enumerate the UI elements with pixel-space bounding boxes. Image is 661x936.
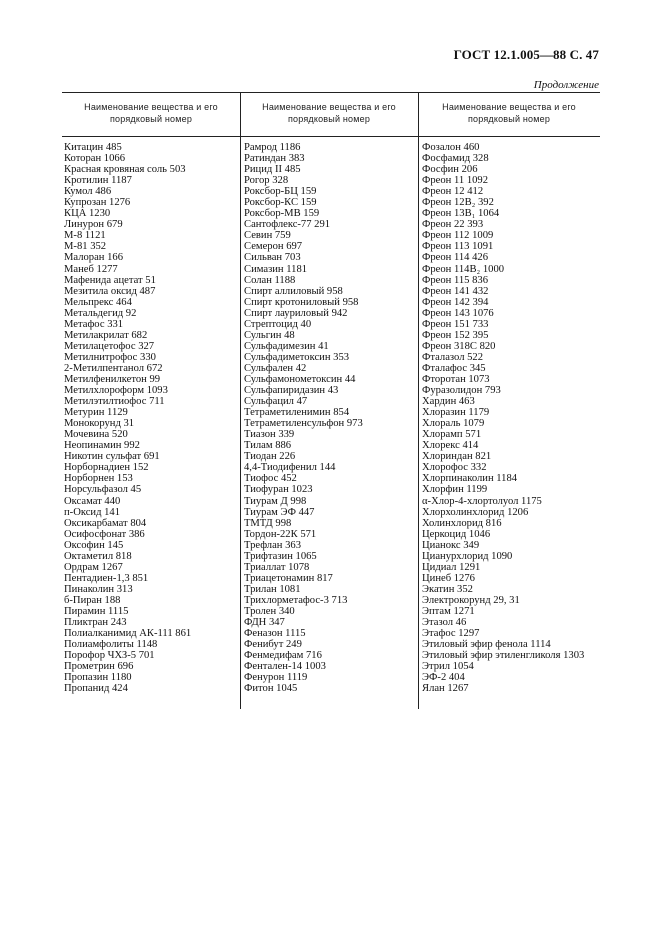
list-item: Триаллат 1078: [244, 561, 310, 573]
list-item: Рогор 328: [244, 175, 289, 187]
list-item: Метальдегид 92: [64, 307, 137, 319]
list-item: Которан 1066: [64, 153, 125, 165]
list-item: Метафос 331: [64, 318, 124, 330]
list-item: Ордрам 1267: [64, 561, 123, 573]
list-item: Мезитила оксид 487: [64, 285, 156, 297]
list-item: Кротилин 1187: [64, 175, 132, 187]
list-item: М-8 1121: [64, 230, 106, 242]
column-header: Наименование вещества и его порядковый номер: [442, 102, 576, 124]
list-item: Церкоцид 1046: [422, 528, 491, 540]
list-item: Никотин сульфат 691: [64, 451, 160, 463]
list-item: Фреон 142 394: [422, 296, 489, 308]
list-item: Порофор ЧХЗ-5 701: [64, 650, 155, 662]
list-item: Тиурам Д 998: [244, 495, 307, 507]
list-item: Фталафос 345: [422, 362, 486, 374]
list-item: КЦА 1230: [64, 208, 111, 220]
column-entries: [64, 142, 238, 694]
list-item: Хлорфин 1199: [422, 484, 488, 496]
list-item: Фреон 114В₂ 1000: [422, 263, 505, 275]
list-item: Фосфин 206: [422, 164, 478, 176]
list-item: Роксбор-КС 159: [244, 197, 317, 209]
list-item: Фитон 1045: [244, 683, 298, 695]
list-item: Фосфамид 328: [422, 153, 489, 165]
list-item: Мочевина 520: [64, 429, 128, 441]
list-item: Фреон 115 836: [422, 274, 489, 286]
list-item: Норсульфазол 45: [64, 484, 142, 496]
list-item: Рамрод 1186: [244, 142, 301, 153]
list-item: Симазин 1181: [244, 263, 308, 275]
list-item: Тиофуран 1023: [244, 484, 313, 496]
list-item: Осифосфонат 386: [64, 528, 145, 540]
list-item: Пинаколин 313: [64, 583, 133, 595]
list-item: α-Хлор-4-хлортолуол 1175: [422, 495, 542, 507]
list-item: Тиазон 339: [244, 429, 295, 441]
list-item: Трефлан 363: [244, 539, 301, 551]
list-item: Цинеб 1276: [422, 572, 475, 584]
list-item: Метилэтилтиофос 711: [64, 396, 165, 408]
list-item: Тилам 886: [244, 440, 292, 452]
column-entries: [422, 142, 600, 694]
list-item: Сильван 703: [244, 252, 301, 264]
list-item: Тетраметиленимин 854: [244, 407, 350, 419]
list-item: Октаметил 818: [64, 550, 132, 562]
list-item: Хлоразин 1179: [422, 407, 490, 419]
list-item: Тордон-22К 571: [244, 528, 317, 540]
list-item: Ратиндан 383: [244, 153, 305, 165]
list-item: Фреон 12 412: [422, 186, 484, 198]
list-item: Мельпрекс 464: [64, 296, 132, 308]
list-item: Фреон 143 1076: [422, 307, 494, 319]
list-item: Линурон 679: [64, 219, 123, 231]
list-item: Рицид II 485: [244, 164, 301, 176]
list-item: Фреон 152 395: [422, 329, 489, 341]
list-item: Тиодан 226: [244, 451, 296, 463]
list-item: Малоран 166: [64, 252, 124, 264]
list-item: Цианурхлорид 1090: [422, 550, 513, 562]
list-item: Пликтран 243: [64, 617, 127, 629]
list-item: Этиловый эфир фенола 1114: [422, 639, 551, 651]
list-item: Мафенида ацетат 51: [64, 274, 156, 286]
list-item: Фторотан 1073: [422, 373, 490, 385]
list-item: Семерон 697: [244, 241, 303, 253]
list-item: ФДН 347: [244, 617, 285, 629]
list-item: Фенмедифам 716: [244, 650, 322, 662]
list-item: Роксбор-МВ 159: [244, 208, 320, 220]
list-item: Тиофос 452: [244, 473, 297, 485]
column-header: Наименование вещества и его порядковый номер: [84, 102, 218, 124]
list-item: Спирт кротониловый 958: [244, 296, 359, 308]
list-item: Фенибут 249: [244, 639, 302, 651]
list-item: Кумол 486: [64, 186, 112, 198]
list-item: Хлораль 1079: [422, 418, 485, 430]
list-item: Фреон 112 1009: [422, 230, 494, 242]
list-item: Пропанид 424: [64, 683, 128, 695]
list-item: Трифтазин 1065: [244, 550, 317, 562]
list-item: Тролен 340: [244, 605, 295, 617]
list-item: Оксикарбамат 804: [64, 517, 147, 529]
list-item: Прометрин 696: [64, 661, 134, 673]
list-item: Полиамфолиты 1148: [64, 639, 158, 651]
substance-index-table: [62, 92, 600, 709]
list-item: Электрокорунд 29, 31: [422, 594, 520, 606]
list-item: Фреон 113 1091: [422, 241, 494, 253]
list-item: Триацетонамин 817: [244, 572, 333, 584]
list-item: Норборнен 153: [64, 473, 133, 485]
list-item: Фреон 141 432: [422, 285, 489, 297]
list-item: Холинхлорид 816: [422, 517, 502, 529]
list-item: Стрептоцид 40: [244, 318, 312, 330]
list-item: Фреон 151 733: [422, 318, 489, 330]
list-item: Неопинамин 992: [64, 440, 140, 452]
list-item: ЭФ-2 404: [422, 672, 465, 684]
list-item: Метилакрилат 682: [64, 329, 148, 341]
list-item: Метурин 1129: [64, 407, 128, 419]
list-item: п-Оксид 141: [64, 506, 121, 518]
list-item: Этиловый эфир этиленгликоля 1303: [422, 650, 585, 662]
list-item: Фреон 22 393: [422, 219, 484, 231]
list-item: Полиалканимид АК-111 861: [64, 628, 192, 640]
column-entries: [244, 142, 416, 694]
list-item: Цидиал 1291: [422, 561, 481, 573]
list-item: Тетраметиленсульфон 973: [244, 418, 363, 430]
table-header-rule: [62, 136, 600, 137]
list-item: Фреон 318С 820: [422, 340, 496, 352]
column-divider: [240, 92, 241, 709]
list-item: Фентален-14 1003: [244, 661, 326, 673]
page-header: ГОСТ 12.1.005—88 С. 47: [453, 47, 599, 62]
list-item: Пропазин 1180: [64, 672, 132, 684]
list-item: Фуразолидон 793: [422, 385, 501, 397]
list-item: ТМТД 998: [244, 517, 292, 529]
list-item: Сульфален 42: [244, 362, 307, 374]
list-item: Феназон 1115: [244, 628, 306, 640]
list-item: 4,4-Тиодифенил 144: [244, 462, 336, 474]
column-header: Наименование вещества и его порядковый номер: [262, 102, 396, 124]
list-item: Фреон 13В₁ 1064: [422, 208, 500, 220]
list-item: Хардин 463: [422, 396, 475, 408]
list-item: Метилацетофос 327: [64, 340, 155, 352]
list-item: Цианокс 349: [422, 539, 480, 551]
list-item: Спирт аллиловый 958: [244, 285, 343, 297]
list-item: Манеб 1277: [64, 263, 118, 275]
list-item: Экатин 352: [422, 583, 473, 595]
list-item: Фреон 11 1092: [422, 175, 489, 187]
list-item: Этазол 46: [422, 617, 467, 629]
list-item: Купрозан 1276: [64, 197, 131, 209]
list-item: Тиурам ЭФ 447: [244, 506, 315, 518]
list-item: Хлорофос 332: [422, 462, 487, 474]
list-item: Севин 759: [244, 230, 291, 242]
list-item: Хлорпинаколин 1184: [422, 473, 518, 485]
list-item: Фозалон 460: [422, 142, 480, 153]
table-top-rule: [62, 92, 600, 93]
list-item: Этафос 1297: [422, 628, 480, 640]
list-item: Сульфацил 47: [244, 396, 308, 408]
list-item: Метилхлороформ 1093: [64, 385, 168, 397]
list-item: Фреон 114 426: [422, 252, 489, 264]
list-item: Сульфадимезин 41: [244, 340, 329, 352]
list-item: Сантофлекс-77 291: [244, 219, 331, 231]
list-item: Пирамин 1115: [64, 605, 129, 617]
list-item: Оксофин 145: [64, 539, 124, 551]
list-item: Спирт лауриловый 942: [244, 307, 348, 319]
list-item: б-Пиран 188: [64, 594, 121, 606]
list-item: Норборнадиен 152: [64, 462, 149, 474]
list-item: Китацин 485: [64, 142, 122, 153]
list-item: Солан 1188: [244, 274, 296, 286]
list-item: Хлориндан 821: [422, 451, 492, 463]
list-item: Эптам 1271: [422, 605, 475, 617]
list-item: Метилфенилкетон 99: [64, 373, 161, 385]
list-item: Фталазол 522: [422, 351, 484, 363]
list-item: Сульфамонометоксин 44: [244, 373, 356, 385]
list-item: Сульфадиметоксин 353: [244, 351, 350, 363]
list-item: Трилан 1081: [244, 583, 301, 595]
list-item: Трихлорметафос-3 713: [244, 594, 348, 606]
list-item: Фенурон 1119: [244, 672, 308, 684]
list-item: Монокорунд 31: [64, 418, 135, 430]
list-item: Этрил 1054: [422, 661, 474, 673]
list-item: Хлорекс 414: [422, 440, 479, 452]
list-item: Роксбор-БЦ 159: [244, 186, 317, 198]
list-item: Метилнитрофос 330: [64, 351, 156, 363]
list-item: Пентадиен-1,3 851: [64, 572, 149, 584]
column-divider: [418, 92, 419, 709]
list-item: Хлорамп 571: [422, 429, 482, 441]
list-item: М-81 352: [64, 241, 107, 253]
list-item: 2-Метилпентанол 672: [64, 362, 163, 374]
list-item: Сульгин 48: [244, 329, 295, 341]
continuation-label: Продолжение: [533, 79, 599, 91]
list-item: Оксамат 440: [64, 495, 121, 507]
list-item: Ялан 1267: [422, 683, 469, 695]
list-item: Фреон 12В₂ 392: [422, 197, 494, 209]
list-item: Красная кровяная соль 503: [64, 164, 186, 176]
list-item: Сульфапиридазин 43: [244, 385, 339, 397]
list-item: Хлорхолинхлорид 1206: [422, 506, 529, 518]
